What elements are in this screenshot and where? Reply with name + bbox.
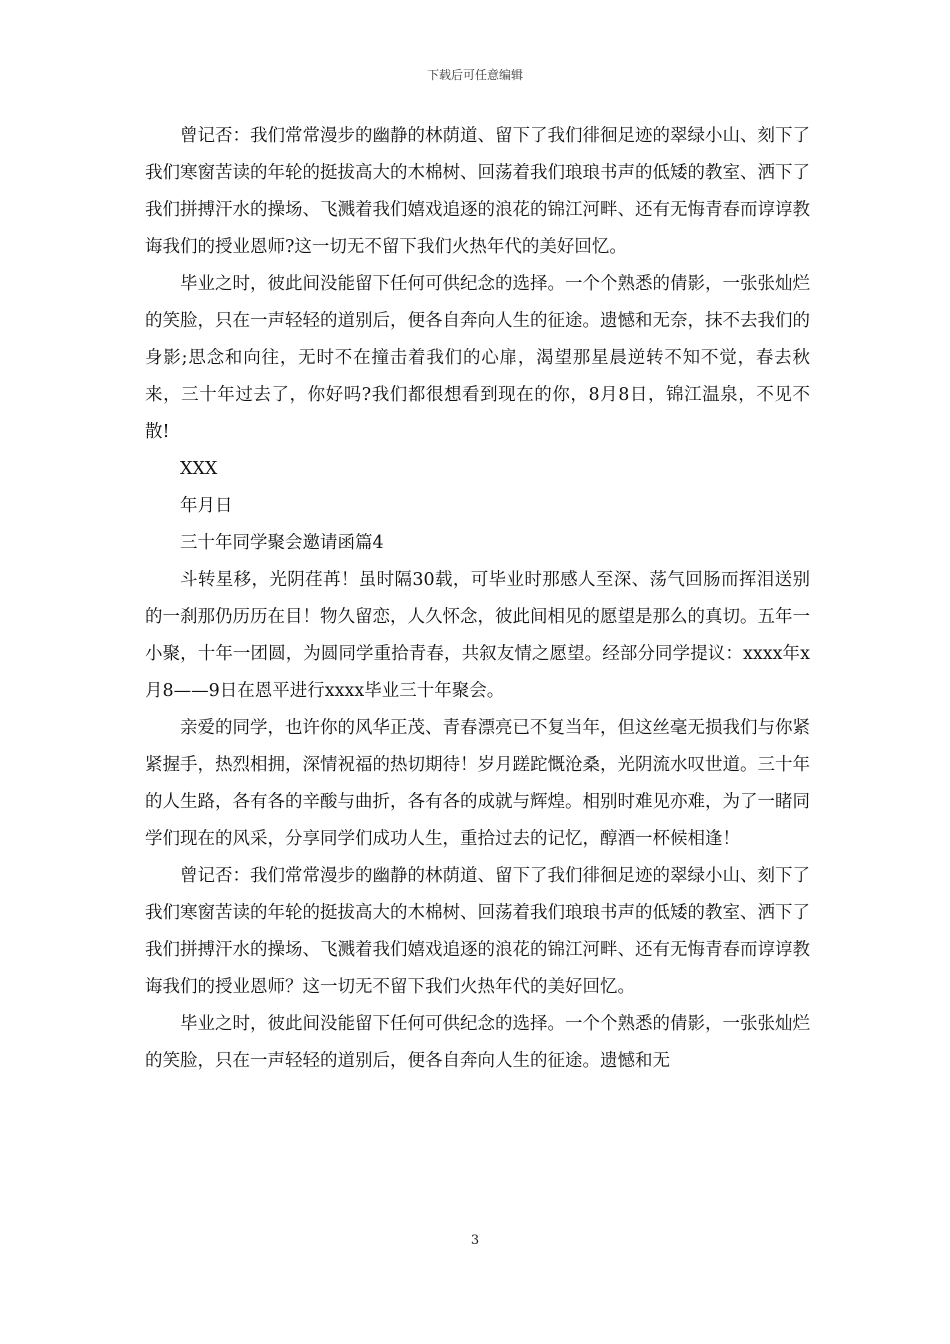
section-title: 三十年同学聚会邀请函篇4 [180,533,384,553]
paragraph: 亲爱的同学，也许你的风华正茂、青春漂亮已不复当年，但这丝毫无损我们与你紧紧握手，热烈相拥，深情祝福的热切期待！岁月蹉跎慨沧桑，光阴流水叹世道。三十年的人生路，各有各的辛酸与曲折，各有各的成就与辉煌。相别时难见亦难，为了一睹同学们现在的风采，分享同学们成功人生，重拾过去的记忆，醇酒一杯候相逢！ [145,718,810,849]
page-header: 下载后可任意编辑 [426,68,523,82]
page-number: 3 [470,1233,480,1248]
document-body [145,118,810,1080]
signature-name: XXX [180,459,218,479]
signature-date: 年月日 [180,496,233,516]
paragraph: 曾记否：我们常常漫步的幽静的林荫道、留下了我们徘徊足迹的翠绿小山、刻下了我们寒窗苦读的年轮的挺拔高大的木棉树、回荡着我们琅琅书声的低矮的教室、洒下了我们拼搏汗水的操场、飞溅着我们嬉戏追逐的浪花的锦江河畔、还有无悔青春而谆谆教诲我们的授业恩师?这一切无不留下我们火热年代的美好回忆。 [145,126,810,257]
paragraph: 斗转星移，光阴荏苒！虽时隔30载，可毕业时那感人至深、荡气回肠而挥泪送别的一刹那仍历历在目！物久留恋，人久怀念，彼此间相见的愿望是那么的真切。五年一小聚，十年一团圆，为圆同学重拾青春，共叙友情之愿望。经部分同学提议：xxxx年x月8——9日在恩平进行xxxx毕业三十年聚会。 [145,570,810,701]
paragraph: 曾记否：我们常常漫步的幽静的林荫道、留下了我们徘徊足迹的翠绿小山、刻下了我们寒窗苦读的年轮的挺拔高大的木棉树、回荡着我们琅琅书声的低矮的教室、洒下了我们拼搏汗水的操场、飞溅着我们嬉戏追逐的浪花的锦江河畔、还有无悔青春而谆谆教诲我们的授业恩师？这一切无不留下我们火热年代的美好回忆。 [145,866,810,997]
paragraph: 毕业之时，彼此间没能留下任何可供纪念的选择。一个个熟悉的倩影，一张张灿烂的笑脸，只在一声轻轻的道别后，便各自奔向人生的征途。遗憾和无奈，抹不去我们的身影;思念和向往，无时不在撞击着我们的心扉，渴望那星晨逆转不知不觉，春去秋来，三十年过去了，你好吗?我们都很想看到现在的你，8月8日，锦江温泉，不见不散! [145,274,810,442]
paragraph: 毕业之时，彼此间没能留下任何可供纪念的选择。一个个熟悉的倩影，一张张灿烂的笑脸，只在一声轻轻的道别后，便各自奔向人生的征途。遗憾和无 [145,1014,810,1071]
